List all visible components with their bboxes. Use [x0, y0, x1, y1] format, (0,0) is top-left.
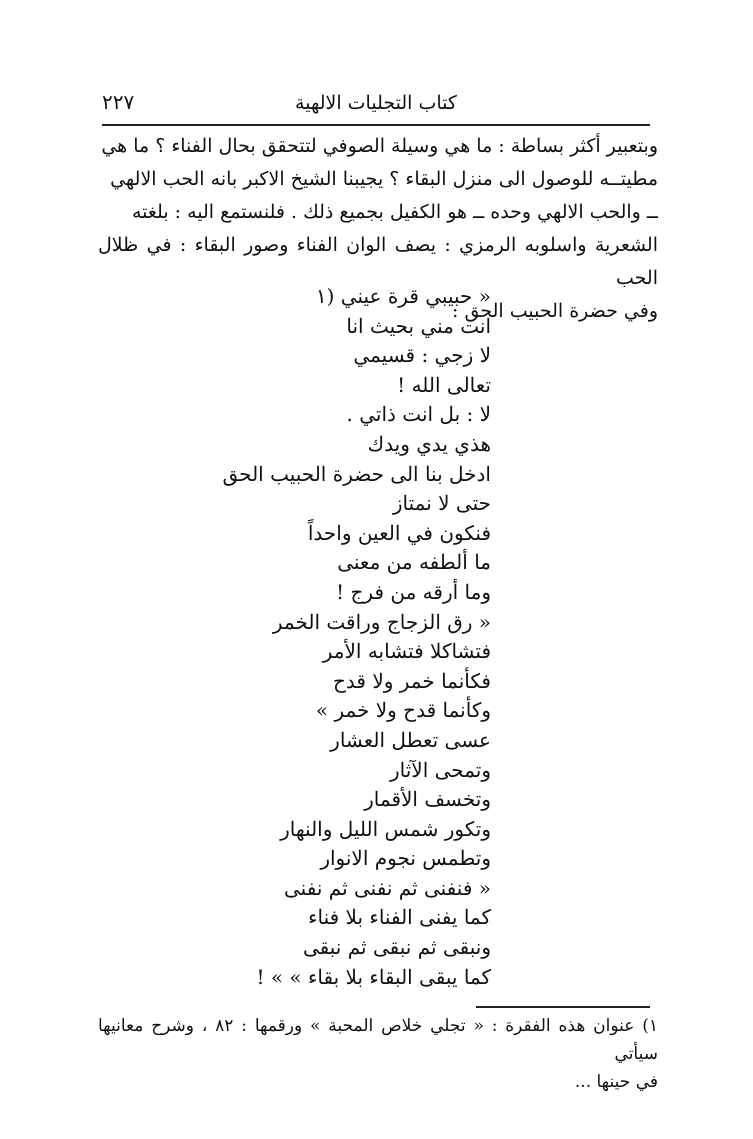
poem	[71, 282, 491, 992]
intro-line: وبتعبير أكثر بساطة : ما هي وسيلة الصوفي لتتحقق بحال الفناء ؟ ما هي	[101, 135, 658, 157]
poem-line: هذي يدي ويدك	[367, 431, 491, 456]
intro-line: الشعرية واسلوبه الرمزي : يصف الوان الفناء وصور البقاء : في ظلال الحب	[98, 234, 658, 289]
poem-line: وتطمس نجوم الانوار	[320, 846, 491, 871]
poem-line: « رق الزجاج وراقت الخمر	[272, 609, 491, 634]
poem-line: لا زجي : قسيمي	[353, 343, 491, 368]
header-rule	[102, 124, 650, 126]
intro-line: مطيتــه للوصول الى منزل البقاء ؟ يجيبنا الشيخ الاكبر بانه الحب الالهي	[110, 168, 658, 190]
poem-line: ادخل بنا الى حضرة الحبيب الحق	[222, 461, 491, 486]
poem-line: فتشاكلا فتشابه الأمر	[322, 639, 491, 664]
poem-line: « فنفنى ثم نفنى ثم نفنى	[284, 875, 491, 900]
poem-line: وما أرقه من فرج !	[336, 579, 491, 604]
poem-line: حتى لا نمتاز	[392, 491, 491, 516]
poem-line: وكأنما قدح ولا خمر »	[315, 698, 491, 723]
footnote-line: في حينها ...	[574, 1072, 658, 1092]
page-number: ٢٢٧	[102, 90, 135, 114]
footnote-rule	[476, 1006, 650, 1008]
poem-line: فنكون في العين واحداً	[307, 520, 491, 545]
poem-line: وتمحى الآثار	[389, 757, 491, 782]
poem-line: لا : بل انت ذاتي .	[346, 402, 491, 427]
poem-line: ونبقى ثم نبقى ثم نبقى	[302, 935, 491, 960]
poem-line: ما ألطفه من معنى	[337, 550, 491, 575]
poem-line: « حبيبي قرة عيني (١	[315, 284, 491, 308]
poem-line: انت مني بحيث انا	[346, 313, 491, 338]
intro-line: ــ والحب الالهي وحده ــ هو الكفيل بجميع ذلك . فلنستمع اليه : بلغته	[131, 201, 658, 223]
poem-line: وتكور شمس الليل والنهار	[280, 816, 491, 841]
footnote	[98, 1012, 658, 1096]
poem-line: كما يفنى الفناء بلا فناء	[308, 905, 491, 930]
running-header	[102, 86, 650, 120]
book-title: كتاب التجليات الالهية	[295, 92, 457, 114]
poem-line: عسى تعطل العشار	[330, 727, 491, 752]
intro-line: وفي حضرة الحبيب الحق :	[452, 300, 658, 322]
poem-line: فكأنما خمر ولا قدح	[333, 668, 491, 693]
poem-line: كما يبقى البقاء بلا بقاء » » !	[256, 964, 491, 989]
footnote-line: ١) عنوان هذه الفقرة : « تجلي خلاص المحبة » ورقمها : ٨٢ ، وشرح معانيها سيأتي	[98, 1016, 658, 1064]
poem-line: تعالى الله !	[397, 372, 491, 397]
poem-line: وتخسف الأقمار	[364, 787, 491, 812]
